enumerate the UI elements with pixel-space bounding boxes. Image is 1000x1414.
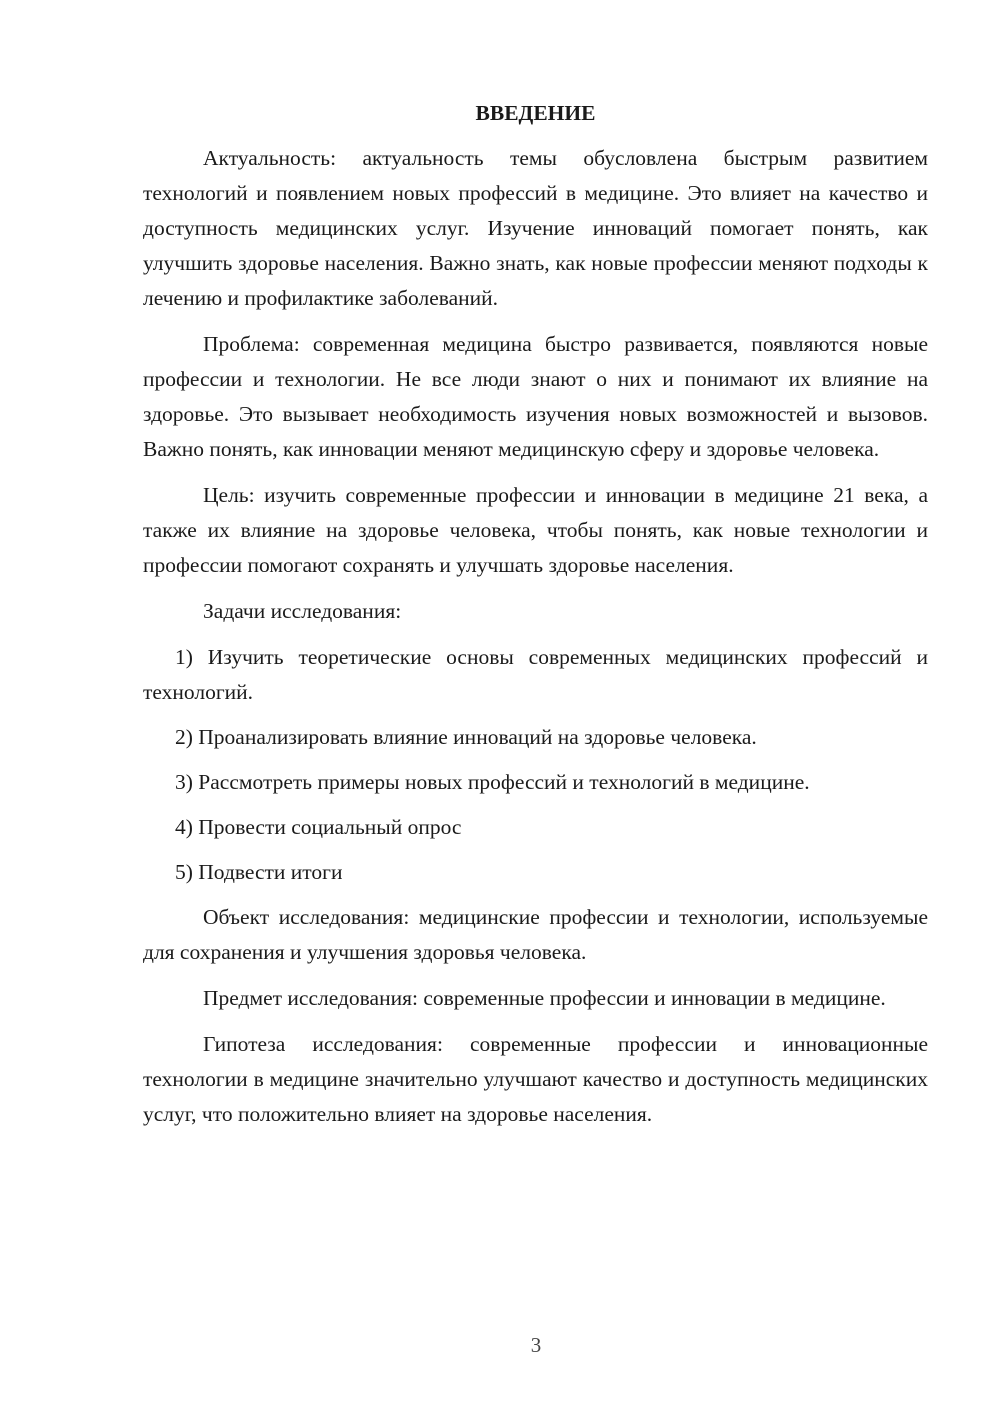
goal-paragraph: Цель: изучить современные профессии и инновации в медицине 21 века, а также их влияние на здоровье человека, чтобы понять, как новые технологии и профессии помогают сохранять и улучшать здоровье населения.: [143, 483, 928, 577]
page-number: 3: [530, 1333, 542, 1357]
tasks-heading: Задачи исследования:: [203, 599, 402, 623]
hypothesis-paragraph: Гипотеза исследования: современные профессии и инновационные технологии в медицине значительно улучшают качество и доступность медицинских услуг, что положительно влияет на здоровье населения.: [143, 1032, 928, 1126]
list-item: 2) Проанализировать влияние инноваций на здоровье человека.: [175, 725, 757, 749]
tasks-list: [143, 640, 928, 890]
page-title: ВВЕДЕНИЕ: [475, 101, 596, 125]
subject-paragraph: Предмет исследования: современные профессии и инновации в медицине.: [203, 986, 886, 1010]
list-item: 3) Рассмотреть примеры новых профессий и технологий в медицине.: [175, 770, 810, 794]
problem-paragraph: Проблема: современная медицина быстро развивается, появляются новые профессии и технологии. Не все люди знают о них и понимают их влияние на здоровье. Это вызывает необходимость изучения новых возможностей и вызовов. Важно понять, как инновации меняют медицинскую сферу и здоровье человека.: [143, 332, 928, 461]
relevance-paragraph: Актуальность: актуальность темы обусловлена быстрым развитием технологий и появлением новых профессий в медицине. Это влияет на качество и доступность медицинских услуг. Изучение инноваций помогает понять, как улучшить здоровье населения. Важно знать, как новые профессии меняют подходы к лечению и профилактике заболеваний.: [143, 146, 928, 310]
document-page: [143, 96, 928, 1143]
list-item: 1) Изучить теоретические основы современных медицинских профессий и технологий.: [143, 645, 928, 704]
list-item: 4) Провести социальный опрос: [175, 815, 462, 839]
list-item: 5) Подвести итоги: [175, 860, 343, 884]
object-paragraph: Объект исследования: медицинские профессии и технологии, используемые для сохранения и улучшения здоровья человека.: [143, 905, 928, 964]
